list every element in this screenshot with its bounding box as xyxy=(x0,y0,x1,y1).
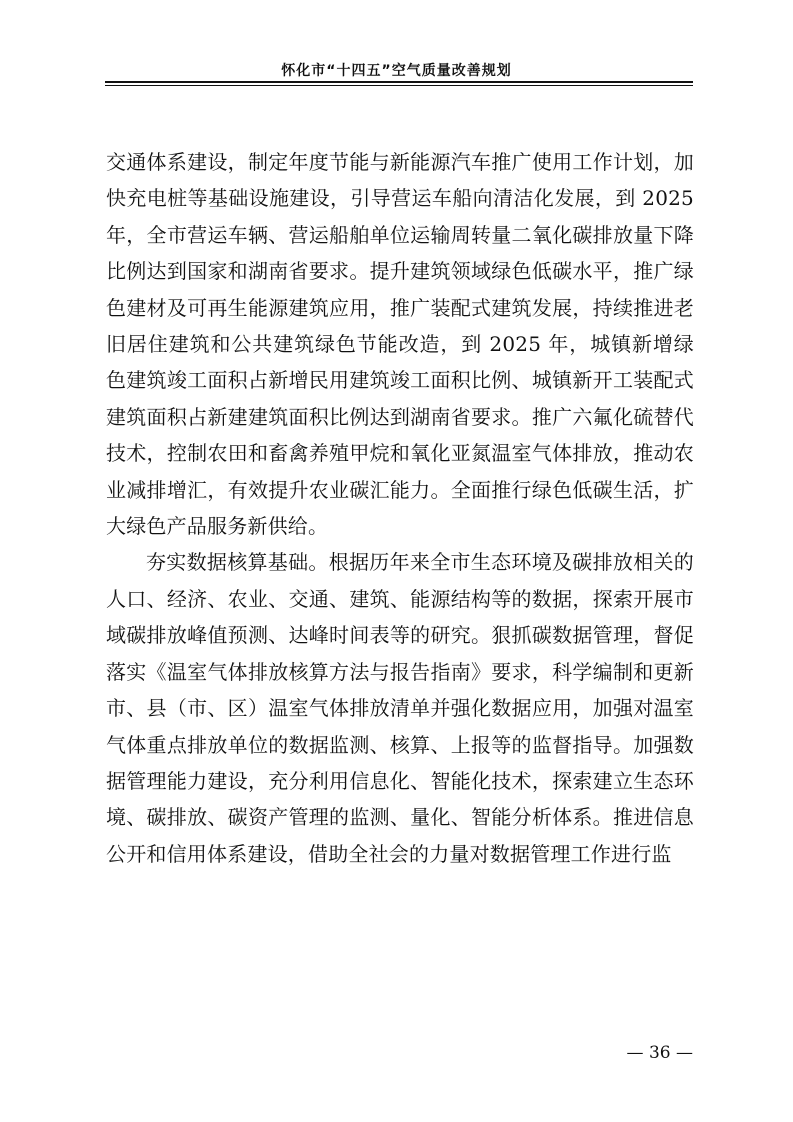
header-divider-thick xyxy=(105,81,693,83)
header-divider-thin xyxy=(105,85,693,86)
paragraph-continuation: 交通体系建设，制定年度节能与新能源汽车推广使用工作计划，加快充电桩等基础设施建设，引导营运车船向清洁化发展，到 2025 年，全市营运车辆、营运船舶单位运输周转量二氧化碳排放量下降比例达到国家和湖南省要求。提升建筑领域绿色低碳水平，推广绿色建材及可再生能源建筑应用，推广装配式建筑发展，持续推进老旧居住建筑和公共建筑绿色节能改造，到 2025 年，城镇新增绿色建筑竣工面积占新增民用建筑竣工面积比例、城镇新开工装配式建筑面积占新建建筑面积比例达到湖南省要求。推广六氟化硫替代技术，控制农田和畜禽养殖甲烷和氧化亚氮温室气体排放，推动农业减排增汇，有效提升农业碳汇能力。全面推行绿色低碳生活，扩大绿色产品服务新供给。 xyxy=(106,150,694,539)
body-text xyxy=(106,144,694,872)
page-number: — 36 — xyxy=(626,1043,693,1063)
page-header-title: 怀化市“十四五”空气质量改善规划 xyxy=(281,63,512,79)
paragraph-data-accounting: 夯实数据核算基础。根据历年来全市生态环境及碳排放相关的人口、经济、农业、交通、建筑、能源结构等的数据，探索开展市域碳排放峰值预测、达峰时间表等的研究。狠抓碳数据管理，督促落实《温室气体排放核算方法与报告指南》要求，科学编制和更新市、县（市、区）温室气体排放清单并强化数据应用，加强对温室气体重点排放单位的数据监测、核算、上报等的监督指导。加强数据管理能力建设，充分利用信息化、智能化技术，探索建立生态环境、碳排放、碳资产管理的监测、量化、智能分析体系。推进信息公开和信用体系建设，借助全社会的力量对数据管理工作进行监 xyxy=(106,550,694,866)
